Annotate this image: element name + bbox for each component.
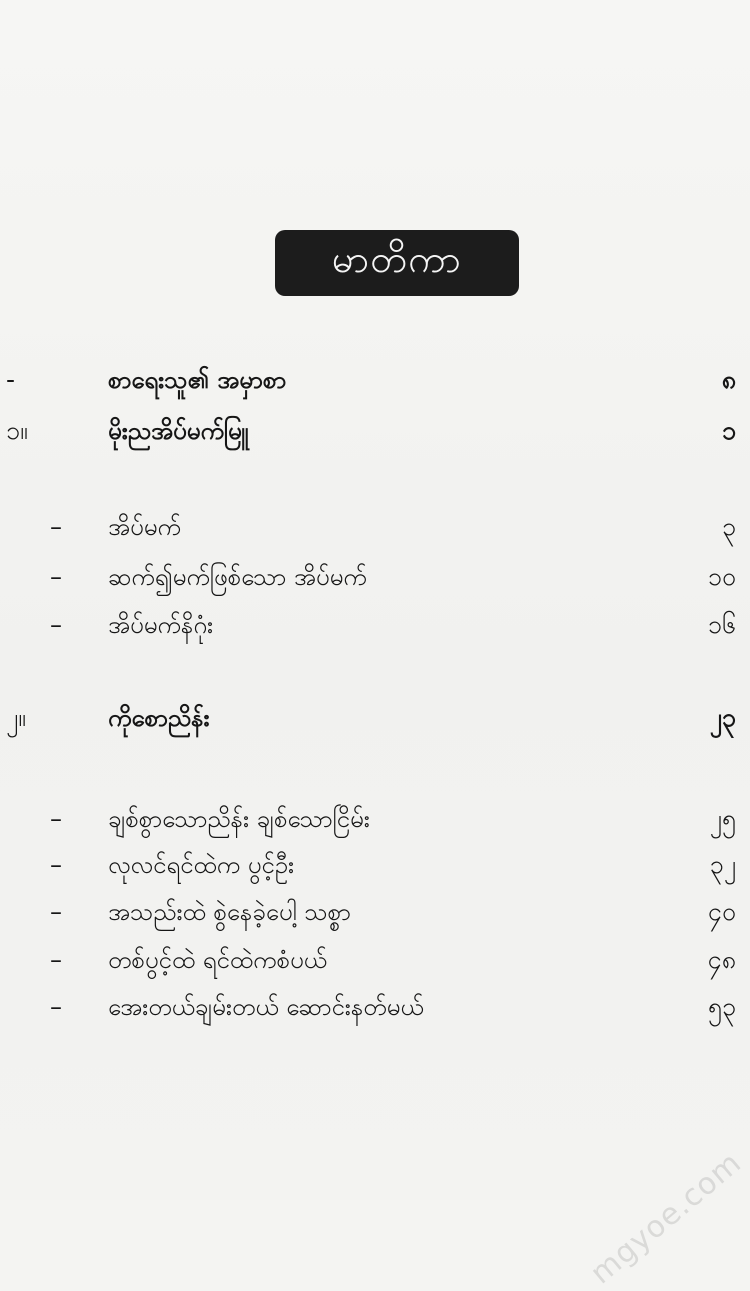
entry-dash: – bbox=[50, 993, 62, 1021]
entry-page: ၂၃ bbox=[709, 703, 736, 732]
toc-entry-sub bbox=[0, 985, 750, 1029]
entry-page: ၁၆ bbox=[707, 610, 736, 639]
entry-dash: – bbox=[50, 851, 62, 879]
entry-label: အိပ်မက်နိဂုံး bbox=[108, 611, 214, 639]
toc-entry-chapter-1 bbox=[0, 409, 750, 453]
toc-entry-chapter-2 bbox=[0, 696, 750, 740]
entry-label: တစ်ပွင့်ထဲ ရင်ထဲကစံပယ် bbox=[108, 946, 327, 974]
entry-dash: – bbox=[50, 611, 62, 639]
toc-entry-sub bbox=[0, 938, 750, 982]
entry-page: ၁၀ bbox=[707, 562, 736, 591]
entry-label: မိုးညအိပ်မက်မြူ bbox=[108, 417, 249, 445]
entry-label: ကိုစောညိန်း bbox=[108, 704, 210, 732]
entry-label: အေးတယ်ချမ်းတယ် ဆောင်းနတ်မယ် bbox=[108, 993, 424, 1021]
entry-page: ၄၈ bbox=[707, 945, 736, 974]
entry-dash: – bbox=[50, 563, 62, 591]
entry-label: စာရေးသူ၏ အမှာစာ bbox=[108, 366, 287, 394]
entry-dash: – bbox=[50, 898, 62, 926]
toc-entry-sub bbox=[0, 555, 750, 599]
entry-label: အိပ်မက် bbox=[108, 513, 181, 541]
toc-title: မာတိကာ bbox=[331, 237, 463, 281]
entry-dash: – bbox=[50, 946, 62, 974]
entry-page: ၃ bbox=[721, 512, 736, 541]
entry-page: ၄၀ bbox=[707, 897, 736, 926]
entry-label: ဆက်၍မက်ဖြစ်သော အိပ်မက် bbox=[108, 563, 367, 591]
entry-dash: – bbox=[50, 513, 62, 541]
toc-entry-sub bbox=[0, 797, 750, 841]
entry-label: လုလင်ရင်ထဲက ပွင့်ဦး bbox=[108, 851, 295, 879]
entry-label: အသည်းထဲ စွဲနေခဲ့ပေါ့ သစ္စာ bbox=[108, 898, 351, 926]
toc-entry-sub bbox=[0, 603, 750, 647]
entry-label: ချစ်စွာသောညိန်း ချစ်သောငြိမ်း bbox=[108, 805, 370, 833]
entry-page: ၈ bbox=[721, 365, 736, 394]
toc-title-box bbox=[275, 230, 519, 296]
watermark: mgyoe.com bbox=[583, 1145, 748, 1291]
toc-entry-sub bbox=[0, 890, 750, 934]
entry-number: ၁။ bbox=[6, 416, 28, 445]
entry-dash: – bbox=[50, 805, 62, 833]
entry-page: ၁ bbox=[721, 416, 736, 445]
toc-entry-sub bbox=[0, 505, 750, 549]
toc-entry-preface bbox=[0, 358, 750, 402]
entry-number: ၂။ bbox=[6, 703, 26, 732]
entry-page: ၅၃ bbox=[707, 992, 736, 1021]
entry-number: - bbox=[6, 365, 16, 394]
toc-entry-sub bbox=[0, 843, 750, 887]
entry-page: ၂၅ bbox=[709, 804, 736, 833]
entry-page: ၃၂ bbox=[709, 850, 736, 879]
